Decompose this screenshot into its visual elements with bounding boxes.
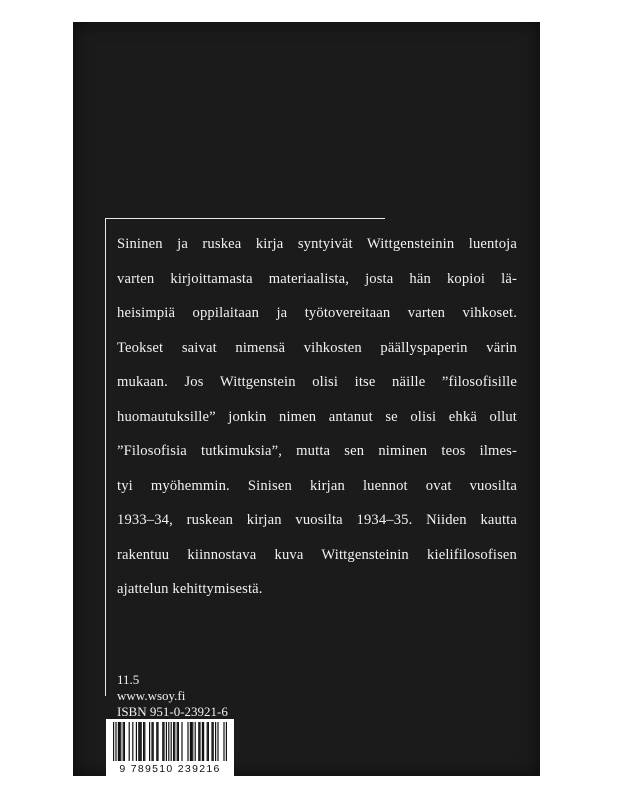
barcode-bar — [144, 722, 145, 761]
isbn-number: ISBN 951-0-23921-6 — [117, 704, 228, 719]
barcode-bar — [226, 722, 227, 761]
barcode-bar — [195, 722, 196, 761]
barcode-bar — [168, 722, 169, 761]
barcode-bar — [223, 722, 224, 761]
frame-line-top — [105, 218, 385, 219]
publication-info — [117, 672, 228, 720]
frame-line-left — [105, 218, 106, 696]
blurb-line: 1933–34, ruskean kirjan vuosilta 1934–35. Niiden kautta — [117, 512, 517, 528]
barcode-bar — [119, 722, 120, 761]
blurb-text — [117, 227, 517, 607]
barcode-bar — [177, 722, 178, 761]
blurb-line: huomautuksille” jonkin nimen antanut se olisi ehkä ollut — [117, 408, 517, 425]
barcode-bar — [124, 722, 125, 761]
barcode-bar — [199, 722, 200, 761]
barcode-bar — [203, 722, 204, 761]
barcode-bar — [211, 722, 212, 761]
barcode-bar — [171, 722, 172, 761]
barcode-bar — [192, 722, 193, 761]
blurb-line: ajattelun kehittymisestä. — [117, 581, 263, 597]
barcode-bar — [215, 722, 216, 761]
barcode-bar — [132, 722, 133, 761]
barcode-bar — [118, 722, 119, 761]
barcode-bar — [138, 722, 139, 761]
barcode-digits: 9 789510 239216 — [119, 763, 221, 775]
barcode-bar — [163, 722, 164, 761]
publisher-website: www.wsoy.fi — [117, 688, 186, 703]
barcode-bar — [202, 722, 203, 761]
classification-code: 11.5 — [117, 672, 140, 687]
barcode-bar — [153, 722, 154, 761]
blurb-line: tyi myöhemmin. Sinisen kirjan luennot ovat vuosilta — [117, 477, 517, 494]
barcode-bar — [136, 722, 137, 761]
barcode-bars — [106, 719, 234, 763]
barcode-bar — [115, 722, 116, 761]
barcode-bar — [173, 722, 174, 761]
barcode-bar — [213, 722, 214, 761]
back-cover — [73, 22, 540, 776]
barcode-bar — [149, 722, 150, 761]
barcode-bar — [156, 722, 157, 761]
blurb-line: varten kirjoittamasta materiaalista, josta hän kopioi lä- — [117, 270, 517, 287]
barcode — [106, 719, 234, 776]
barcode-bar — [166, 722, 167, 761]
barcode-bar — [187, 722, 188, 761]
barcode-bar — [123, 722, 124, 761]
barcode-bar — [208, 722, 209, 761]
barcode-bar — [120, 722, 121, 761]
barcode-bar — [174, 722, 175, 761]
barcode-bar — [198, 722, 199, 761]
blurb-line: heisimpiä oppilaitaan ja työtovereitaan varten vihkoset. — [117, 305, 517, 321]
blurb-line: Teokset saivat nimensä vihkosten päällyspaperin värin — [117, 339, 517, 356]
barcode-bar — [178, 722, 179, 761]
barcode-bar — [181, 722, 182, 761]
barcode-bar — [190, 722, 191, 761]
barcode-bar — [139, 722, 140, 761]
barcode-bar — [217, 722, 218, 761]
barcode-bar — [157, 722, 158, 761]
barcode-bar — [129, 722, 130, 761]
blurb-line: mukaan. Jos Wittgenstein olisi itse näille ”filosofisille — [117, 374, 517, 390]
barcode-bar — [143, 722, 144, 761]
blurb-line: rakentuu kiinnostava kuva Wittgensteinin kielifilosofisen — [117, 546, 517, 563]
blurb-line: Sininen ja ruskea kirja syntyivät Wittgensteinin luentoja — [117, 236, 517, 252]
barcode-bar — [191, 722, 192, 761]
barcode-bar — [141, 722, 142, 761]
barcode-bar — [151, 722, 152, 761]
barcode-bar — [207, 722, 208, 761]
barcode-bar — [113, 722, 114, 761]
blurb-line: ”Filosofisia tutkimuksia”, mutta sen niminen teos ilmes- — [117, 443, 517, 459]
barcode-bar — [162, 722, 163, 761]
